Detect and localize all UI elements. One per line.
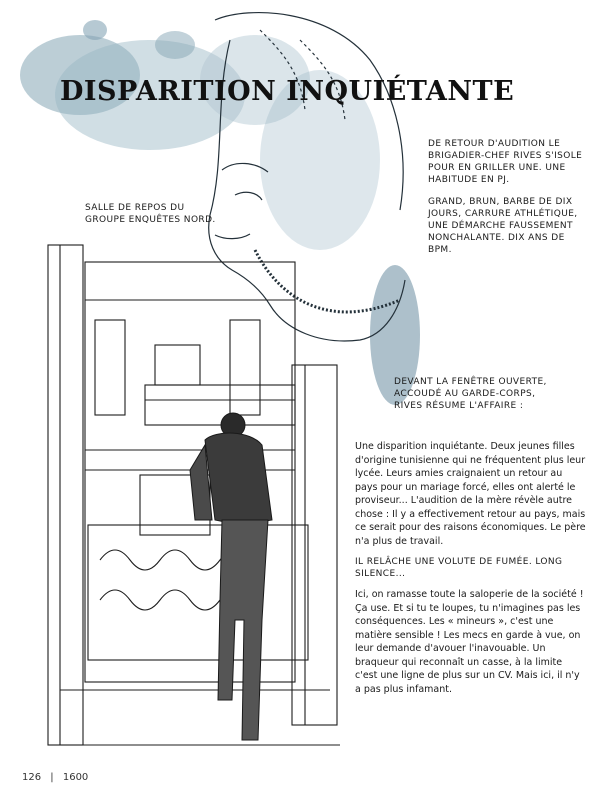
narration-paragraph-1: Une disparition inquiétante. Deux jeunes filles d'origine tunisienne qui ne fréquentent plus leur lycée. Leurs amies craignaient un retour au pays pour un mariage forcé, elles ont alerté le proviseur... L'audition de la mère révèle autre chose : Il y a effectivement retour au pays, mais ce serait pour des raisons économiques. Le père n'a plus de travail. — [355, 441, 586, 547]
intro-caption — [428, 138, 588, 256]
page-title: DISPARITION INQUIÉTANTE — [60, 76, 515, 107]
page-footer — [22, 772, 88, 783]
window-caption: DEVANT LA FENÊTRE OUVERTE, ACCOUDÉ AU GARDE-CORPS, RIVES RÉSUME L'AFFAIRE : — [394, 377, 547, 411]
figure-silhouette — [190, 413, 272, 740]
footer-separator: | — [50, 772, 54, 783]
page-number: 126 — [22, 772, 42, 783]
magazine-name: 1600 — [62, 772, 89, 783]
narration-block — [355, 440, 587, 704]
intro-caption-2: GRAND, BRUN, BARBE DE DIX JOURS, CARRURE ATHLÉTIQUE, UNE DÉMARCHE FAUSSEMENT NONCHALANTE. DIX ANS DE BPM. — [428, 197, 578, 255]
narration-paragraph-2: Ici, on ramasse toute la saloperie de la société ! Ça use. Et si tu te loupes, tu n'imagines pas les conséquences. Les « mineurs », c'est une matière sensible ! Les mecs en garde à vue, on leur demande d'avouer l'inavouable. Un braqueur qui reconnaît un casse, à la limite c'est une ligne de plus sur un CV. Mais ici, il n'y a pas plus infamant. — [355, 589, 584, 695]
location-caption: SALLE DE REPOS DU GROUPE ENQUÊTES NORD. — [85, 203, 216, 225]
smoke-caption: IL RELÂCHE UNE VOLUTE DE FUMÉE. LONG SILENCE... — [355, 557, 563, 579]
intro-caption-1: DE RETOUR D'AUDITION LE BRIGADIER-CHEF RIVES S'ISOLE POUR EN GRILLER UNE. UNE HABITUDE EN PJ. — [428, 139, 583, 185]
